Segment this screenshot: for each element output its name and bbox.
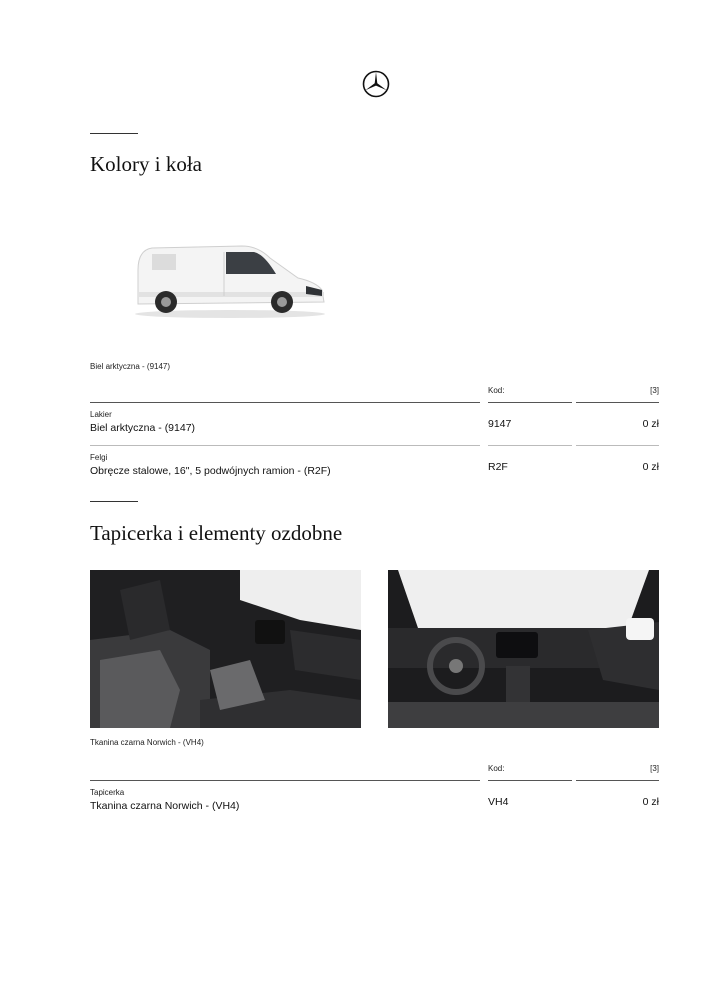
color-caption: Biel arktyczna - (9147) — [90, 362, 171, 371]
table-rule — [576, 402, 659, 403]
table-row — [90, 410, 659, 444]
section-title-upholstery: Tapicerka i elementy ozdobne — [90, 521, 343, 545]
row-value: Obręcze stalowe, 16", 5 podwójnych ramion - (R2F) — [90, 465, 331, 477]
mercedes-star-icon — [362, 70, 390, 98]
table-row — [90, 788, 659, 822]
footnote-marker: [3] — [650, 386, 659, 395]
table-rule — [488, 780, 572, 781]
row-label: Felgi — [90, 453, 108, 462]
row-code: 9147 — [488, 418, 512, 430]
interior-dashboard-image — [388, 570, 659, 728]
row-code: VH4 — [488, 796, 509, 808]
row-label: Lakier — [90, 410, 112, 419]
row-divider — [576, 445, 659, 446]
table-header-colors — [90, 386, 659, 400]
row-value: Tkanina czarna Norwich - (VH4) — [90, 800, 240, 812]
van-exterior-image — [130, 240, 330, 320]
table-rule — [576, 780, 659, 781]
row-divider — [488, 445, 572, 446]
footnote-marker: [3] — [650, 764, 659, 773]
code-column-header: Kod: — [488, 386, 505, 395]
row-price: 0 zł — [642, 796, 659, 808]
row-code: R2F — [488, 461, 508, 473]
row-label: Tapicerka — [90, 788, 125, 797]
table-rule — [488, 402, 572, 403]
table-rule — [90, 402, 480, 403]
code-column-header: Kod: — [488, 764, 505, 773]
table-row — [90, 453, 659, 487]
section-divider — [90, 133, 138, 134]
interior-side-image — [90, 570, 361, 728]
row-divider — [90, 445, 480, 446]
row-value: Biel arktyczna - (9147) — [90, 422, 196, 434]
row-price: 0 zł — [642, 418, 659, 430]
table-rule — [90, 780, 480, 781]
section-divider — [90, 501, 138, 502]
section-title-colors: Kolory i koła — [90, 152, 202, 176]
row-price: 0 zł — [642, 461, 659, 473]
upholstery-caption: Tkanina czarna Norwich - (VH4) — [90, 738, 204, 747]
table-header-upholstery — [90, 764, 659, 778]
